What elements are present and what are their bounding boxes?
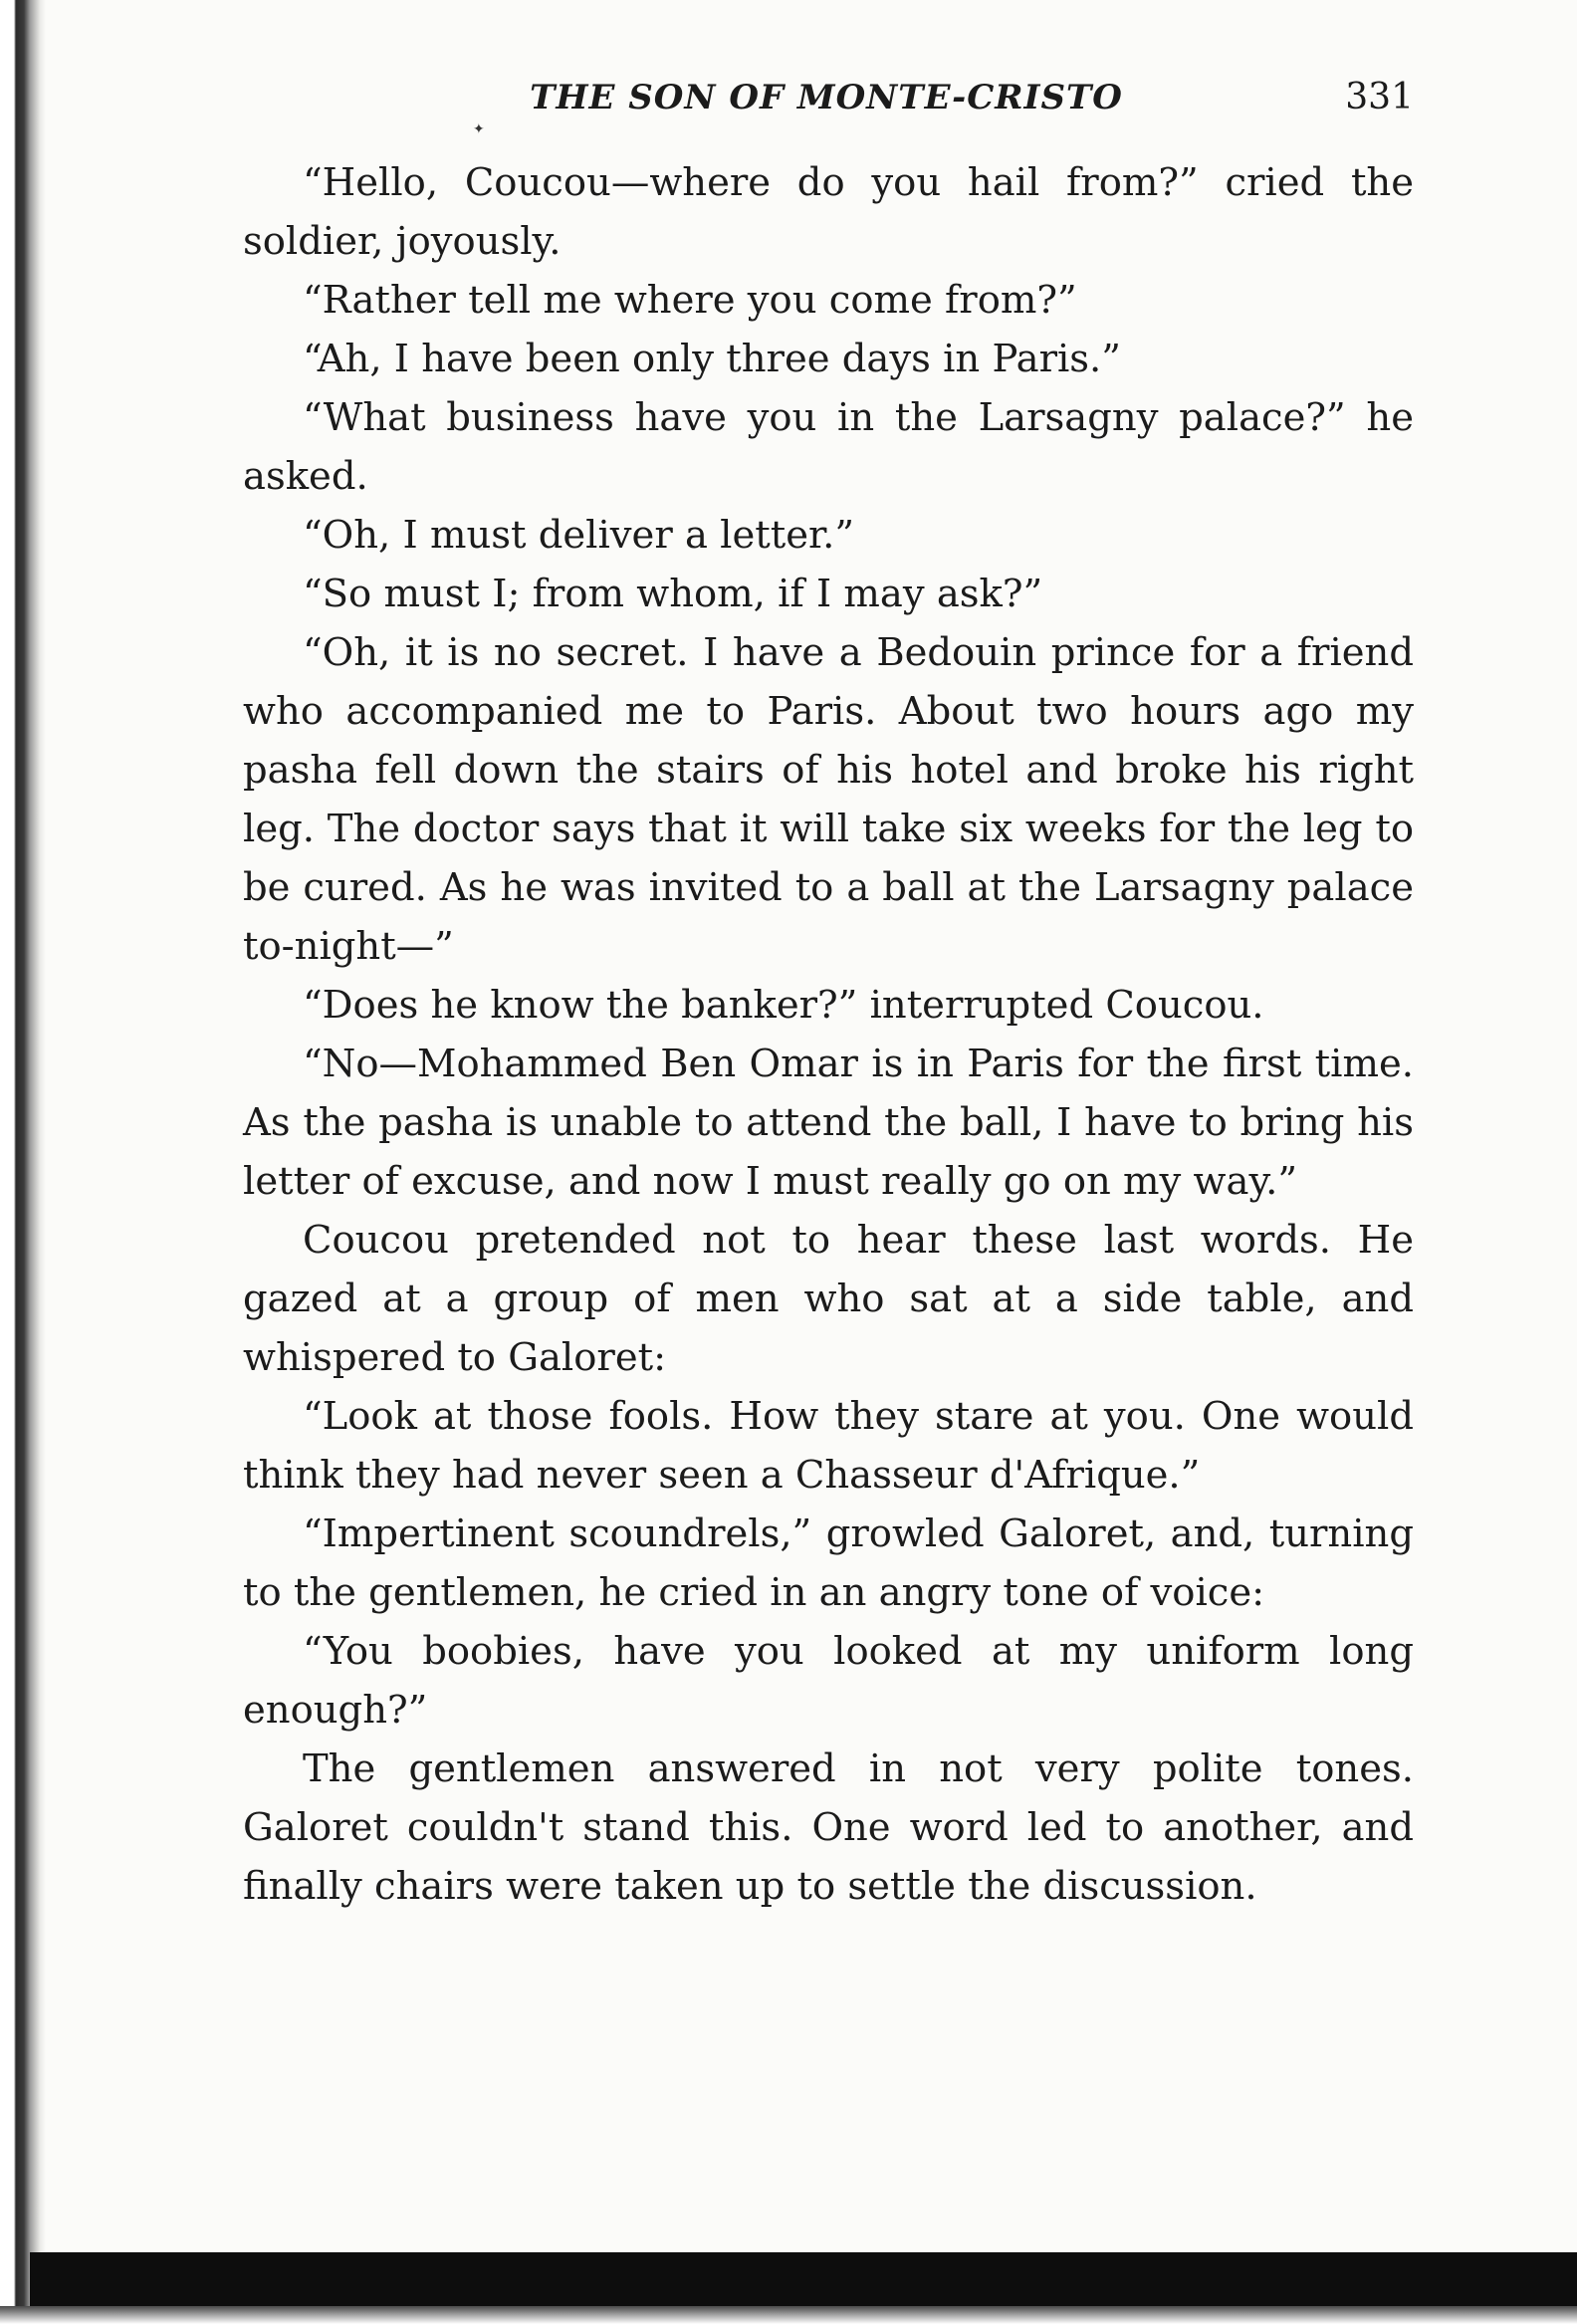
- paragraph: “So must I; from whom, if I may ask?”: [303, 572, 1043, 616]
- paragraph: “You boobies, have you looked at my uniform long enough?”: [243, 1629, 1414, 1733]
- running-head: THE SON OF MONTE-CRISTO: [530, 78, 1123, 117]
- paragraph: “Ah, I have been only three days in Paris.”: [303, 337, 1121, 381]
- paragraph: The gentlemen answered in not very polite tones. Galoret couldn't stand this. One word led to another, and finally chairs were taken up to settle the discussion.: [243, 1746, 1414, 1909]
- body-text: [243, 153, 1414, 1916]
- paragraph: “Look at those fools. How they stare at you. One would think they had never seen a Chasseur d'Afrique.”: [243, 1394, 1414, 1498]
- paragraph: “Hello, Coucou—where do you hail from?” cried the soldier, joyously.: [243, 160, 1414, 264]
- paragraph: “Rather tell me where you come from?”: [303, 278, 1077, 323]
- page-number: 331: [1345, 77, 1414, 117]
- paragraph: “Oh, it is no secret. I have a Bedouin prince for a friend who accompanied me to Paris. About two hours ago my pasha fell down the stairs of his hotel and broke his right leg. The doctor says that it will take six weeks for the leg to be cured. As he was invited to a ball at the Larsagny palace to-night—”: [243, 630, 1414, 969]
- paragraph: “Oh, I must deliver a letter.”: [303, 513, 855, 558]
- header-ornament-icon: ✦: [473, 121, 485, 137]
- paragraph: “Impertinent scoundrels,” growled Galoret, and, turning to the gentlemen, he cried in an angry tone of voice:: [243, 1511, 1414, 1615]
- paragraph: “What business have you in the Larsagny palace?” he asked.: [243, 395, 1414, 499]
- paragraph: “Does he know the banker?” interrupted Coucou.: [303, 983, 1264, 1028]
- paragraph: “No—Mohammed Ben Omar is in Paris for the first time. As the pasha is unable to attend the ball, I have to bring his letter of excuse, and now I must really go on my way.”: [243, 1042, 1414, 1204]
- page-header: [239, 70, 1414, 129]
- bottom-edge-fade: [0, 2306, 1577, 2324]
- bottom-binding-shadow: [30, 2252, 1577, 2306]
- page-binding-shadow: [0, 0, 46, 2324]
- paragraph: Coucou pretended not to hear these last words. He gazed at a group of men who sat at a side table, and whispered to Galoret:: [243, 1218, 1414, 1380]
